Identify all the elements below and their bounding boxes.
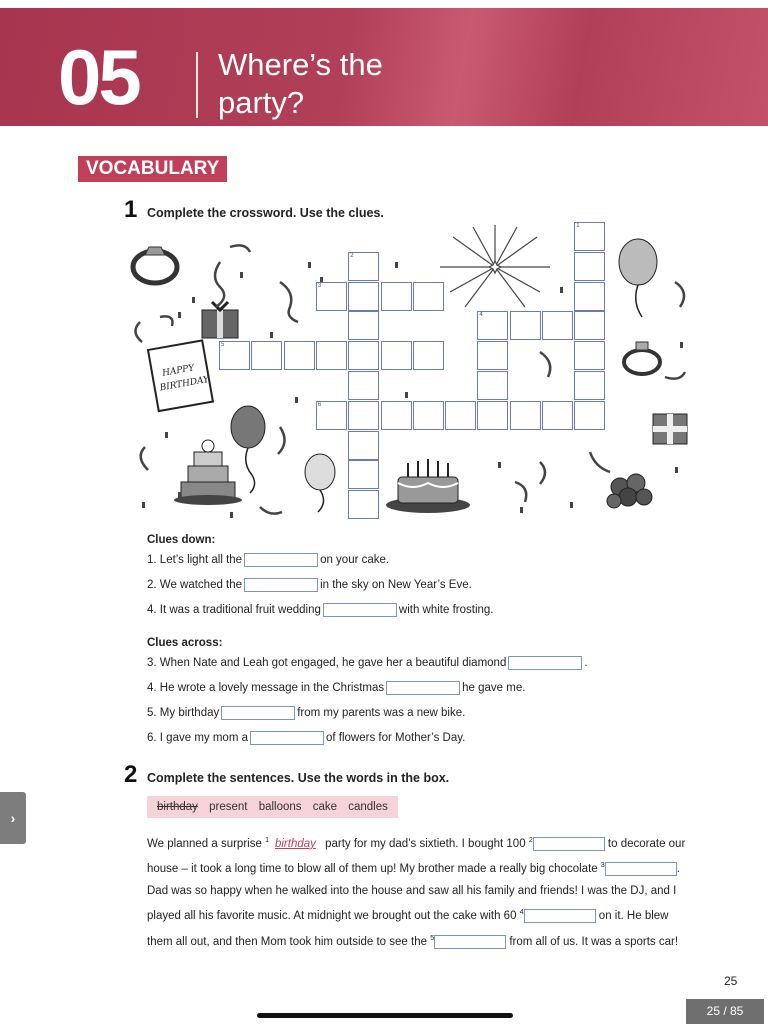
gift-icon: [202, 302, 238, 338]
crossword-cell[interactable]: [348, 311, 379, 340]
answer-field-2[interactable]: [533, 837, 605, 851]
crossword-cell[interactable]: [348, 371, 379, 400]
crossword-cell[interactable]: [413, 401, 444, 430]
crossword-cell[interactable]: [348, 460, 379, 489]
crossword-cell[interactable]: [510, 311, 541, 340]
crossword-cell[interactable]: [348, 431, 379, 460]
crossword-number: 4: [479, 312, 483, 319]
crossword-cell[interactable]: [477, 371, 508, 400]
home-indicator[interactable]: [257, 1013, 513, 1018]
crossword-cell[interactable]: [381, 401, 412, 430]
answer-field[interactable]: [244, 578, 318, 592]
crossword-cell[interactable]: [381, 282, 412, 311]
exercise-1-instruction: Complete the crossword. Use the clues.: [147, 206, 384, 220]
crossword-cell[interactable]: [381, 341, 412, 370]
answer-field-5[interactable]: [434, 935, 506, 949]
crossword-cell[interactable]: [348, 401, 379, 430]
clue-down-1: 1. Let’s light all the on your cake.: [147, 554, 390, 567]
crossword-cell[interactable]: [542, 311, 573, 340]
exercise-2-instruction: Complete the sentences. Use the words in the box.: [147, 771, 450, 785]
exercise-2-paragraph: We planned a surprise $^1$ birthday party for my dad’s sixtieth. I bought 100 $^2$ to decorate our house – it took a long time to blow all of them up! My brother made a really big chocolate $^3$ . Dad was so happy when he walked into the house and saw all his family and friends! I was the DJ, and I played all his favorite music. At midnight we brought out the cake with 60 $^4$ on it. He blew them all out, and then Mom took him outside to see the $^5$ from all of us. It was a sports car!: [147, 837, 686, 948]
unit-title-line2: party?: [218, 85, 305, 120]
unit-title: [218, 46, 383, 122]
crossword-cell[interactable]: [574, 401, 605, 430]
page-counter: 25 / 85: [686, 999, 764, 1024]
crossword-cell[interactable]: [510, 401, 541, 430]
svg-text:HAPPY: HAPPY: [161, 363, 196, 379]
crossword-cell[interactable]: [477, 341, 508, 370]
unit-number: 05: [58, 33, 139, 121]
answer-example: birthday: [274, 837, 316, 850]
header-divider: [196, 52, 198, 118]
crossword-cell[interactable]: [445, 401, 476, 430]
word-present: present: [209, 801, 248, 813]
crossword-cell[interactable]: [542, 401, 573, 430]
birthday-card-icon: [148, 340, 214, 411]
crossword-number: 5: [221, 342, 225, 349]
crossword-cell[interactable]: [348, 341, 379, 370]
word-birthday: birthday: [157, 801, 198, 813]
word-box: [147, 796, 398, 818]
clue-down-4: 4. It was a traditional fruit wedding with white frosting.: [147, 604, 494, 617]
crossword-cell[interactable]: [413, 282, 444, 311]
crossword-cell[interactable]: [574, 311, 605, 340]
balloon-icon: [619, 239, 657, 317]
word-balloons: balloons: [258, 801, 302, 813]
party-illustrations: [120, 222, 700, 527]
crossword-cell[interactable]: [574, 282, 605, 311]
crossword-cell[interactable]: [316, 341, 347, 370]
crossword-number: 2: [350, 252, 354, 259]
wedding-cake-icon: [174, 440, 242, 505]
crossword-cell[interactable]: [251, 341, 282, 370]
clue-across-4: 4. He wrote a lovely message in the Christmas he gave me.: [147, 682, 526, 695]
crossword-cell[interactable]: [574, 371, 605, 400]
birthday-cake-icon: [386, 459, 470, 513]
svg-text:BIRTHDAY: BIRTHDAY: [159, 374, 210, 394]
crossword-cell[interactable]: [284, 341, 315, 370]
answer-field[interactable]: [244, 553, 318, 567]
crossword-cell[interactable]: [574, 252, 605, 281]
answer-field[interactable]: [323, 603, 397, 617]
answer-field[interactable]: [250, 731, 324, 745]
gift-icon: [653, 414, 687, 444]
crossword-cell[interactable]: [574, 341, 605, 370]
answer-field[interactable]: [508, 656, 582, 670]
fireworks-icon: [440, 225, 550, 307]
crossword-cell[interactable]: [348, 282, 379, 311]
unit-title-line1: Where’s the: [218, 47, 383, 82]
exercise-2-number: 2: [124, 761, 138, 788]
clue-across-3: 3. When Nate and Leah got engaged, he gave her a beautiful diamond .: [147, 657, 588, 670]
clue-across-5: 5. My birthday from my parents was a new bike.: [147, 707, 466, 720]
clue-across-6: 6. I gave my mom a of flowers for Mother’s Day.: [147, 732, 466, 745]
answer-field[interactable]: [221, 706, 295, 720]
crossword-cell[interactable]: [348, 490, 379, 519]
crossword-number: 1: [576, 223, 580, 229]
clues-down-heading: Clues down:: [147, 534, 216, 546]
word-cake: cake: [312, 801, 338, 813]
balloon-icon: [231, 406, 265, 493]
answer-field-4[interactable]: [524, 909, 596, 923]
word-candles: candles: [348, 801, 388, 813]
crossword-puzzle: [120, 222, 700, 527]
crossword-cell[interactable]: [477, 401, 508, 430]
ring-icon: [624, 342, 660, 374]
exercise-1-number: 1: [124, 196, 138, 223]
clues-across-heading: Clues across:: [147, 637, 223, 649]
crossword-number: 6: [317, 401, 322, 408]
unit-header: [0, 8, 768, 126]
crossword-number: 3: [317, 282, 322, 289]
page-number: 25: [724, 974, 738, 988]
section-label: VOCABULARY: [78, 156, 227, 182]
balloon-icon: [305, 454, 335, 512]
next-page-button[interactable]: ›: [0, 792, 26, 844]
ring-icon: [133, 247, 177, 283]
clue-down-2: 2. We watched the in the sky on New Year’s Eve.: [147, 579, 472, 592]
answer-field-3[interactable]: [605, 862, 677, 876]
flowers-icon: [607, 474, 652, 508]
answer-field[interactable]: [386, 681, 460, 695]
crossword-cell[interactable]: [413, 341, 444, 370]
